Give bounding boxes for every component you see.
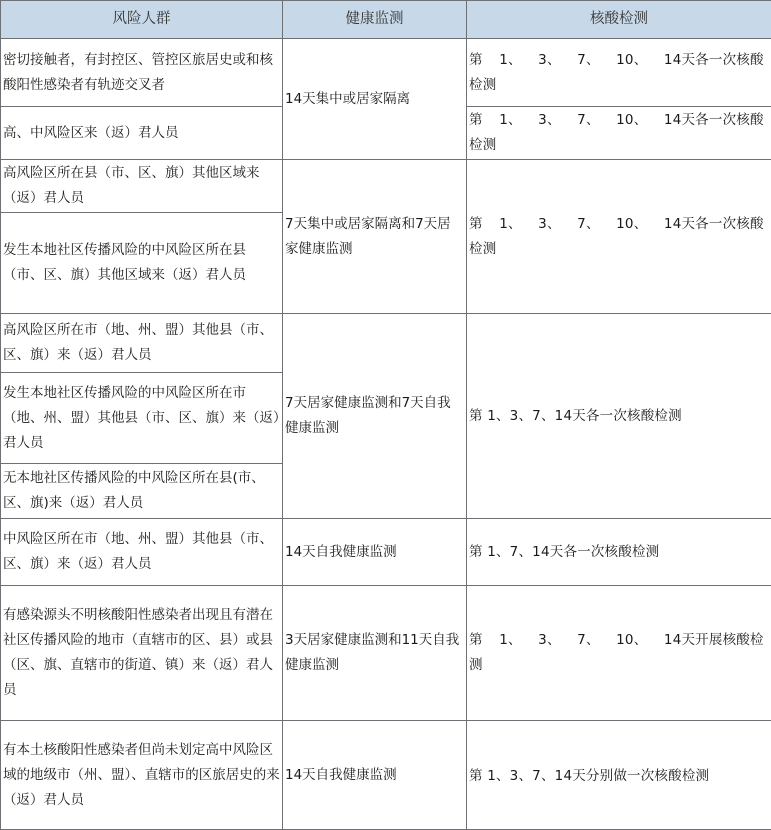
risk-group-cell: 发生本地社区传播风险的中风险区所在县（市、区、旗）其他区域来（返）君人员 — [1, 213, 283, 314]
risk-group-cell: 高、中风险区来（返）君人员 — [1, 107, 283, 160]
nucleic-test-cell: 第 1、 3、 7、 10、 14天开展核酸检测 — [467, 586, 771, 721]
health-monitoring-cell: 14天自我健康监测 — [283, 519, 467, 586]
table-row — [1, 586, 771, 721]
header-risk-group: 风险人群 — [1, 1, 283, 39]
header-health-monitoring: 健康监测 — [283, 1, 467, 39]
table-row — [1, 160, 771, 213]
nucleic-test-cell: 第 1、7、14天各一次核酸检测 — [467, 519, 771, 586]
nucleic-test-cell: 第 1、 3、 7、 10、 14天各一次核酸检测 — [467, 39, 771, 107]
table-row — [1, 39, 771, 107]
table-row — [1, 721, 771, 830]
table-row — [1, 519, 771, 586]
risk-group-cell: 有本土核酸阳性感染者但尚未划定高中风险区域的地级市（州、盟）、直辖市的区旅居史的来（返）君人员 — [1, 721, 283, 830]
health-monitoring-cell: 3天居家健康监测和11天自我健康监测 — [283, 586, 467, 721]
health-monitoring-cell: 7天居家健康监测和7天自我健康监测 — [283, 314, 467, 519]
risk-group-cell: 高风险区所在市（地、州、盟）其他县（市、区、旗）来（返）君人员 — [1, 314, 283, 373]
health-monitoring-cell: 14天自我健康监测 — [283, 721, 467, 830]
risk-group-cell: 有感染源头不明核酸阳性感染者出现且有潜在社区传播风险的地市（直辖市的区、县）或县（区、旗、直辖市的街道、镇）来（返）君人员 — [1, 586, 283, 721]
risk-group-cell: 发生本地社区传播风险的中风险区所在市（地、州、盟）其他县（市、区、旗）来（返）君人员 — [1, 373, 283, 464]
nucleic-test-cell: 第 1、3、7、14天各一次核酸检测 — [467, 314, 771, 519]
health-monitoring-cell: 7天集中或居家隔离和7天居家健康监测 — [283, 160, 467, 314]
nucleic-test-cell: 第 1、 3、 7、 10、 14天各一次核酸检测 — [467, 107, 771, 160]
nucleic-test-cell: 第 1、 3、 7、 10、 14天各一次核酸检测 — [467, 160, 771, 314]
risk-group-cell: 无本地社区传播风险的中风险区所在县(市、区、旗)来（返）君人员 — [1, 464, 283, 519]
table-row — [1, 314, 771, 373]
risk-group-cell: 密切接触者，有封控区、管控区旅居史或和核酸阳性感染者有轨迹交叉者 — [1, 39, 283, 107]
risk-group-cell: 中风险区所在市（地、州、盟）其他县（市、区、旗）来（返）君人员 — [1, 519, 283, 586]
header-row — [1, 1, 771, 39]
header-nucleic-acid-test: 核酸检测 — [467, 1, 771, 39]
nucleic-test-cell: 第 1、3、7、14天分别做一次核酸检测 — [467, 721, 771, 830]
health-monitoring-cell: 14天集中或居家隔离 — [283, 39, 467, 160]
risk-group-cell: 高风险区所在县（市、区、旗）其他区域来（返）君人员 — [1, 160, 283, 213]
